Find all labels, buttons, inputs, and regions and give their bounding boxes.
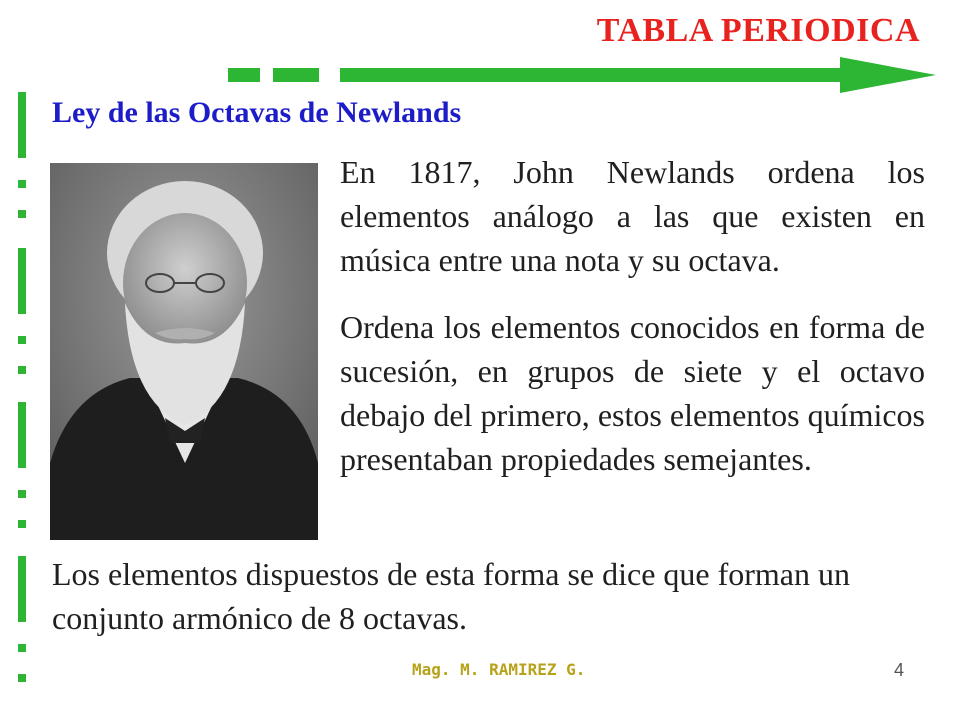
paragraph-ordering: Ordena los elementos conocidos en forma de sucesión, en grupos de siete y el octavo debajo del primero, estos elementos químicos presentaban propiedades semejantes. xyxy=(340,309,925,477)
decorative-vertical-bar xyxy=(16,0,30,700)
paragraph-conclusion: Los elementos dispuestos de esta forma se dice que forman un conjunto armónico de 8 octavas. xyxy=(52,556,850,636)
paragraph-newlands-intro: En 1817, John Newlands ordena los elementos análogo a las que existen en música entre una nota y su octava. xyxy=(340,154,925,278)
section-heading: Ley de las Octavas de Newlands xyxy=(52,96,462,129)
footer-author: Mag. M. RAMIREZ G. xyxy=(412,660,586,679)
decorative-arrow xyxy=(228,55,938,95)
slide-title: TABLA PERIODICA xyxy=(596,12,920,49)
page-number: 4 xyxy=(894,660,905,680)
portrait-photo xyxy=(50,163,318,540)
